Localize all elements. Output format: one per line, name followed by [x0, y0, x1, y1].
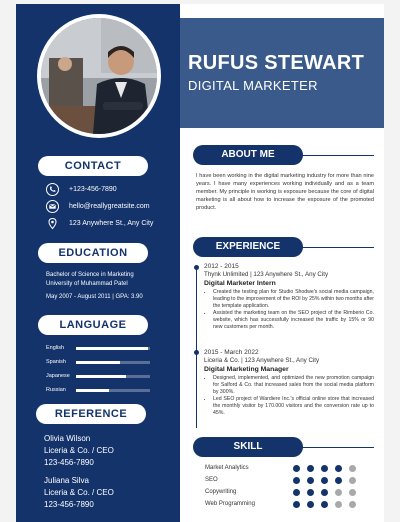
skill-rating-dot: [307, 489, 314, 496]
reference-heading: REFERENCE: [36, 404, 146, 424]
skill-rating-dot: [293, 501, 300, 508]
contact-address-text: 123 Anywhere St., Any City: [69, 220, 154, 227]
person-role: DIGITAL MARKETER: [188, 78, 318, 93]
reference-2-company: Liceria & Co. / CEO: [44, 488, 114, 497]
language-level-bar: [76, 389, 150, 392]
phone-icon: [46, 183, 59, 196]
reference-1-phone: 123-456-7890: [44, 458, 94, 467]
language-heading: LANGUAGE: [38, 315, 148, 335]
language-row: [46, 344, 150, 352]
skill-rating-dot: [307, 501, 314, 508]
experience-job-2: [204, 349, 374, 417]
language-level-fill: [76, 375, 126, 378]
job-title: Digital Marketing Manager: [204, 366, 289, 373]
experience-timeline: [196, 266, 197, 428]
skill-rating: [293, 489, 356, 496]
skill-rating-dot: [335, 477, 342, 484]
language-level-fill: [76, 361, 120, 364]
job-date: 2012 - 2015: [204, 263, 239, 270]
reference-1-name: Olivia Wilson: [44, 434, 91, 443]
about-text: I have been working in the digital marketing industry for more than nine years. I have many experiences working individually and as a team member. My principle in working is exposure because the core of digital marketing is all about how to increase the exposure of the promoted product.: [196, 173, 374, 211]
profile-photo: [37, 14, 161, 138]
skill-rating-dot: [321, 501, 328, 508]
experience-heading: EXPERIENCE: [193, 237, 303, 257]
email-icon: [46, 200, 59, 213]
language-row: [46, 386, 150, 394]
skill-rating: [293, 465, 356, 472]
contact-email: [46, 200, 150, 213]
education-degree: Bachelor of Science in Marketing: [46, 272, 134, 278]
job-company: Thynk Unlimited | 123 Anywhere St., Any City: [204, 271, 329, 278]
contact-address: [46, 217, 153, 230]
skill-rating-dot: [307, 465, 314, 472]
about-heading: ABOUT ME: [193, 145, 303, 165]
education-dates: May 2007 - August 2011 | GPA: 3.90: [46, 294, 143, 300]
skill-rating-dot: [349, 501, 356, 508]
skill-rating-dot: [335, 501, 342, 508]
skill-rating: [293, 477, 356, 484]
skill-rating-dot: [293, 465, 300, 472]
job-company: Liceria & Co. | 123 Anywhere St., Any City: [204, 357, 320, 364]
education-school: University of Muhammad Patel: [46, 281, 128, 287]
job-bullet: • Designed, implemented, and optimized the new promotion campaign for Salford & Co. that increased sales from the social media platform by 300%.: [213, 375, 374, 396]
contact-phone: [46, 183, 117, 196]
skill-row: [205, 499, 385, 509]
job-bullet: • Created the testing plan for Studio Shodwe's social media campaign, leading to the improvement of the ROI by 25% within two months after the template application.: [213, 289, 374, 310]
experience-job-1: [204, 263, 374, 331]
language-level-bar: [76, 347, 150, 350]
skill-row: [205, 463, 385, 473]
contact-heading: CONTACT: [38, 156, 148, 176]
job-bullet: • Assisted the marketing team on the SEO project of the Rimberio Co. website, which has successfully increased the traffic by 15% or 90 new customers per month.: [213, 310, 374, 331]
education-heading: EDUCATION: [38, 243, 148, 263]
timeline-dot: [194, 265, 199, 270]
contact-email-text[interactable]: hello@reallygreatsite.com: [69, 203, 150, 210]
job-title: Digital Marketer Intern: [204, 280, 276, 287]
language-level-bar: [76, 375, 150, 378]
skill-row: [205, 475, 385, 485]
skill-rating-dot: [349, 477, 356, 484]
language-name: Spanish: [46, 359, 66, 365]
language-row: [46, 358, 150, 366]
location-pin-icon: [46, 217, 59, 230]
language-name: Russian: [46, 387, 66, 393]
skill-row: [205, 487, 385, 497]
skill-rating-dot: [293, 477, 300, 484]
skill-rating-dot: [349, 489, 356, 496]
language-level-bar: [76, 361, 150, 364]
skill-name: Market Analytics: [205, 465, 249, 471]
reference-2-name: Juliana Silva: [44, 476, 89, 485]
skill-name: Copywriting: [205, 489, 237, 495]
language-row: [46, 372, 150, 380]
skill-rating-dot: [321, 465, 328, 472]
reference-2-phone: 123-456-7890: [44, 500, 94, 509]
skill-rating-dot: [335, 465, 342, 472]
job-date: 2015 - March 2022: [204, 349, 259, 356]
person-name: RUFUS STEWART: [188, 52, 365, 74]
timeline-dot: [194, 350, 199, 355]
language-name: Japanese: [46, 373, 70, 379]
skill-name: SEO: [205, 477, 218, 483]
contact-phone-text: +123-456-7890: [69, 186, 117, 193]
language-level-fill: [76, 347, 148, 350]
skill-rating-dot: [349, 465, 356, 472]
job-bullet: • Led SEO project of Wardiere Inc.'s official online store that increased the monthly visitor by 170.000 visitors and the conversion rate up to 45%.: [213, 396, 374, 417]
skill-heading: SKILL: [193, 437, 303, 457]
skill-rating-dot: [335, 489, 342, 496]
skill-rating-dot: [321, 477, 328, 484]
reference-1-company: Liceria & Co. / CEO: [44, 446, 114, 455]
skill-rating: [293, 501, 356, 508]
skill-rating-dot: [321, 489, 328, 496]
language-level-fill: [76, 389, 109, 392]
skill-name: Web Programming: [205, 501, 255, 507]
skill-rating-dot: [293, 489, 300, 496]
profile-image: [41, 18, 157, 134]
language-name: English: [46, 345, 65, 351]
skill-rating-dot: [307, 477, 314, 484]
